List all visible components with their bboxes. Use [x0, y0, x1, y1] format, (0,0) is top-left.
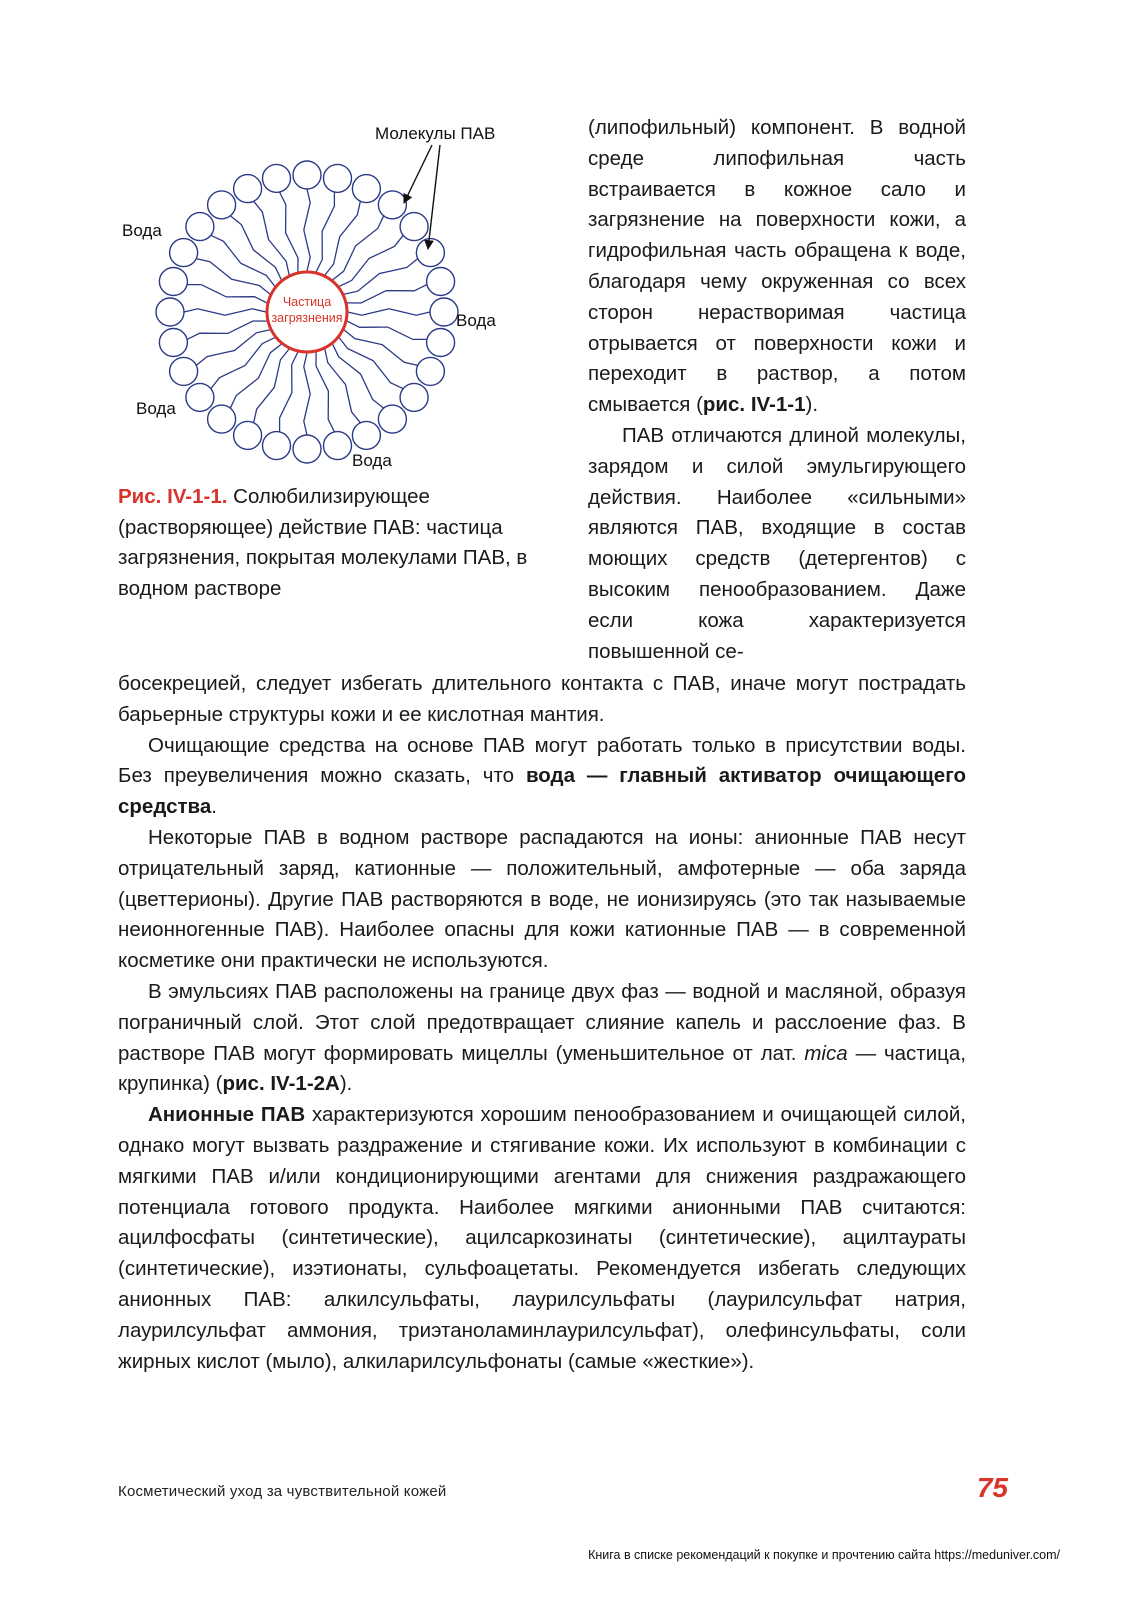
surfactant-tail: [187, 321, 267, 339]
emphasis: вода — главный активатор очищающего средства: [118, 764, 966, 819]
surfactant-head: [378, 191, 406, 219]
surfactant-tail: [344, 330, 418, 366]
particle-label-line1: Частица: [282, 295, 332, 309]
surfactant-head: [263, 164, 291, 192]
surfactant-tail: [347, 285, 427, 303]
surfactant-head: [170, 357, 198, 385]
paragraph: Некоторые ПАВ в водном растворе распадаются на ионы: анионные ПАВ несут отрицательный заряд, катионные — положительный, амфотерные — оба заряда (цветтерионы). Другие ПАВ растворяются в воде, не ионизируясь (это так называемые неионногенные ПАВ). Наиболее опасны для кожи катионные ПАВ — в современной косметике они практически не используются.: [118, 825, 966, 973]
surfactant-head: [400, 213, 428, 241]
figure-reference: рис. IV-1-2А: [222, 1072, 340, 1096]
running-title: Косметический уход за чувствительной кожей: [118, 1483, 447, 1500]
latin-term: mica: [804, 1041, 848, 1065]
surfactant-tail: [280, 352, 298, 432]
water-label: Вода: [352, 451, 392, 470]
paragraph: [588, 113, 966, 421]
page-footer: [118, 1472, 1008, 1510]
surfactant-tail: [184, 309, 266, 315]
pointer-arrow: [428, 145, 440, 249]
pointer-arrow: [404, 145, 432, 203]
surfactant-head: [186, 213, 214, 241]
surfactant-head: [416, 239, 444, 267]
text-run: ).: [805, 393, 819, 417]
micelle-diagram: [110, 115, 550, 485]
molecules-label: Молекулы ПАВ: [375, 124, 496, 143]
water-label: Вода: [136, 399, 176, 418]
micelle-figure: [110, 115, 550, 485]
text-run: характеризуются хорошим пенообразованием и очищающей силой, однако могут вызвать раздражение и стягивание кожи. Их используют в комбинации с мягкими ПАВ и/или кондиционирующими агентами для снижения раздражающего потенциала готового продукта. Наиболее мягкими анионными ПАВ считаются: ацилфосфаты (синтетические), ацилсаркозинаты (синтетические), ацилтаураты (синтетические), изэтионаты, сульфоацетаты. Рекомендуется избегать следующих анионных ПАВ: алкилсульфаты, лаурилсульфаты (лаурилсульфат натрия, лаурилсульфат аммония, триэтаноламинлаурилсульфат), олефинсульфаты, соли жирных кислот (мыло), алкиларилсульфонаты (самые «жесткие»).: [118, 1103, 966, 1373]
water-label: Вода: [122, 221, 162, 240]
page-number: 75: [976, 1472, 1008, 1503]
surfactant-head: [293, 435, 321, 463]
text-run: Очищающие средства на основе ПАВ могут работать только в присутствии воды. Без преувеличения можно сказать, что: [118, 733, 966, 788]
surfactant-tail: [325, 201, 361, 275]
surfactant-tail: [230, 344, 281, 408]
surfactant-head: [159, 329, 187, 357]
figure-reference: рис. IV-1-1: [702, 393, 806, 417]
text-run: .: [211, 795, 217, 819]
surfactant-tail: [347, 321, 427, 339]
surfactant-tail: [304, 189, 310, 271]
paragraph: [118, 731, 966, 823]
caption-label: Рис. IV-1-1.: [118, 485, 228, 508]
surfactant-head: [427, 329, 455, 357]
surfactant-tail: [187, 285, 267, 303]
surfactant-head: [159, 268, 187, 296]
paragraph: [118, 977, 966, 1100]
surfactant-head: [427, 268, 455, 296]
figure-caption: [118, 482, 558, 604]
text-run: В эмульсиях ПАВ расположены на границе двух фаз — водной и масляной, образуя пограничный слой. Этот слой предотвращает слияние капель и расслоение фаз. В растворе ПАВ могут формировать мицеллы (уменьшительное от лат.: [118, 979, 966, 1065]
surfactant-head: [234, 175, 262, 203]
surfactant-head: [208, 405, 236, 433]
surfactant-head: [378, 405, 406, 433]
surfactant-head: [324, 432, 352, 460]
surfactant-head: [263, 432, 291, 460]
surfactant-head: [170, 239, 198, 267]
surfactant-head: [156, 298, 184, 326]
surfactant-head: [352, 175, 380, 203]
text-run: ).: [339, 1072, 353, 1096]
surfactant-tail: [304, 353, 310, 435]
surfactant-head: [186, 383, 214, 411]
body-text: [118, 669, 966, 1377]
text-run: — частица, крупинка) (: [118, 1041, 966, 1096]
surfactant-head: [208, 191, 236, 219]
surfactant-head: [293, 161, 321, 189]
right-column: [588, 113, 966, 667]
particle-label-line2: загрязнения: [271, 311, 343, 325]
paragraph: босекрецией, следует избегать длительного контакта с ПАВ, иначе могут пострадать барьерные структуры кожи и ее кислотная мантия.: [118, 672, 966, 726]
surfactant-head: [234, 421, 262, 449]
surfactant-tail: [196, 259, 270, 295]
paragraph: ПАВ отличаются длиной молекулы, зарядом и силой эмульгирующего действия. Наиболее «сильными» являются ПАВ, входящие в состав моющих средств (детергентов) с высоким пенообразованием. Даже если кожа характеризуется повышенной се-: [588, 423, 966, 663]
caption-text: Солюбилизирующее (растворяющее) действие ПАВ: частица загрязнения, покрытая молекулами ПАВ, в водном растворе: [118, 485, 528, 600]
surfactant-tail: [280, 192, 298, 272]
surfactant-head: [416, 357, 444, 385]
surfactant-head: [352, 421, 380, 449]
surfactant-tail: [339, 338, 403, 389]
surfactant-tail: [333, 216, 384, 280]
paragraph: [118, 1100, 966, 1377]
text-run: (липофильный) компонент. В водной среде липофильная часть встраивается в кожное сало и загрязнение на поверхности кожи, а гидрофильная часть обращена к воде, благодаря чему окруженная со всех сторон нерастворимая частица отрывается от поверхности кожи и переходит в раствор, а потом смывается (: [588, 116, 966, 417]
surfactant-tail: [348, 309, 430, 315]
surfactant-head: [324, 164, 352, 192]
surfactant-tail: [316, 352, 334, 432]
site-note: Книга в списке рекомендаций к покупке и прочтению сайта https://meduniver.com/: [588, 1548, 1060, 1562]
emphasis: Анионные ПАВ: [148, 1103, 306, 1127]
surfactant-tail: [316, 192, 334, 272]
surfactant-tail: [254, 349, 290, 423]
surfactant-head: [430, 298, 458, 326]
water-label: Вода: [456, 311, 496, 330]
surfactant-tail: [211, 235, 275, 286]
surfactant-head: [400, 383, 428, 411]
